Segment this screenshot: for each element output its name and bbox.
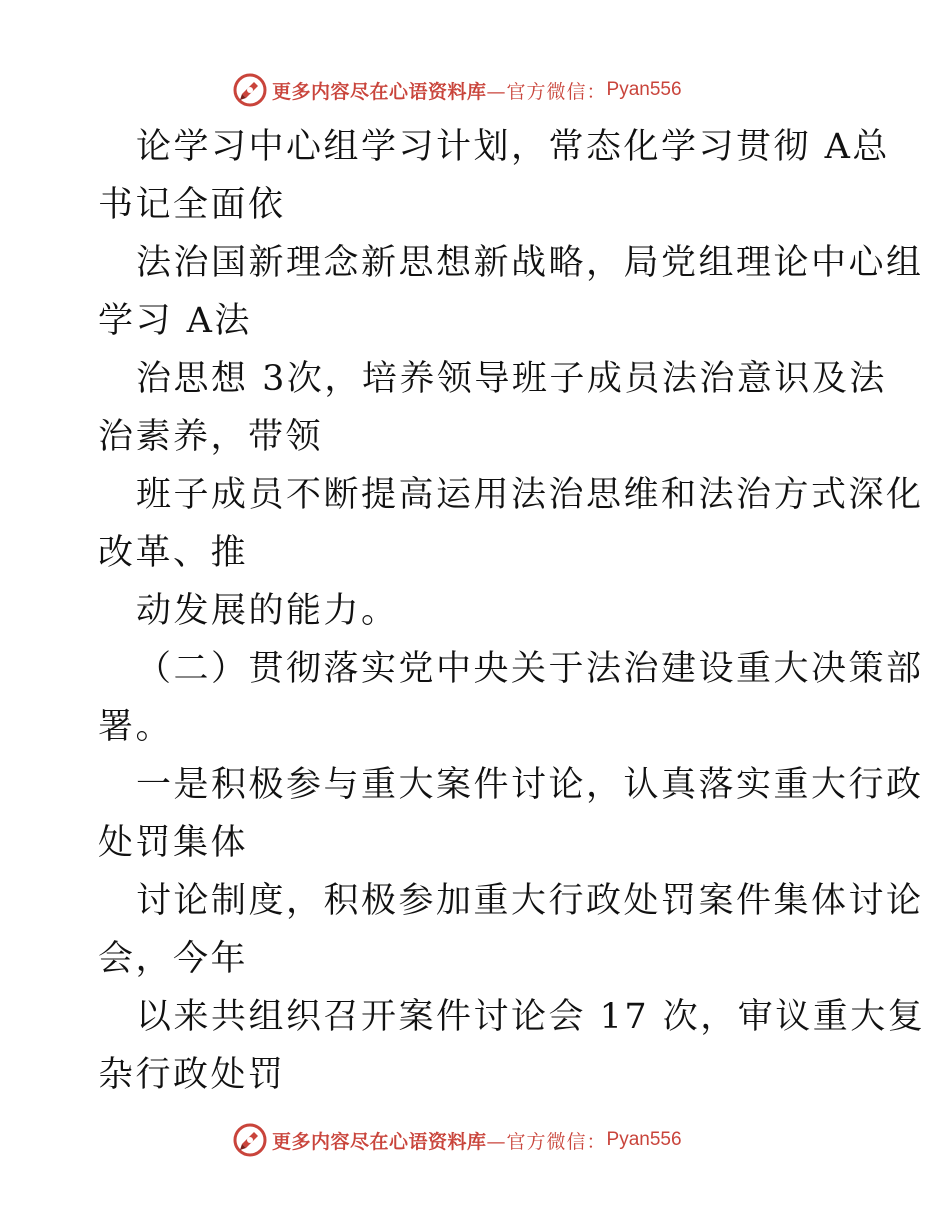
wechat-label: —官方微信： [486,80,607,103]
body-line: 署。 [98,707,174,747]
body-line: 论学习中心组学习计划，常态化学习贯彻 A总 [136,127,890,167]
body-line: 法治国新理念新思想新战略，局党组理论中心组 [136,243,924,283]
wechat-label: —官方微信： [486,1130,607,1153]
document-body [98,118,926,1104]
body-line: 动发展的能力。 [136,591,399,631]
header-watermark-banner [232,72,682,108]
body-line: 处罚集体 [98,823,249,863]
body-line: 治素养，带领 [98,417,324,457]
wechat-id: Pyan556 [606,1129,682,1150]
brand-text: 更多内容尽在心语资料库 [272,1130,487,1153]
body-line: 一是积极参与重大案件讨论，认真落实重大行政 [136,765,924,805]
section-heading: （二）贯彻落实党中央关于法治建设重大决策部 [136,649,924,689]
note-pen-logo-icon [232,1122,268,1158]
body-line: 会，今年 [98,939,249,979]
body-line: 班子成员不断提高运用法治思维和法治方式深化 [136,475,924,515]
brand-text: 更多内容尽在心语资料库 [272,80,487,103]
footer-watermark-banner [232,1122,682,1158]
body-line: 治思想 3次，培养领导班子成员法治意识及法 [136,359,887,399]
body-line: 讨论制度，积极参加重大行政处罚案件集体讨论 [136,881,924,921]
body-line: 学习 A法 [98,301,252,341]
body-line: 以来共组织召开案件讨论会 17 次，审议重大复 [136,997,926,1037]
wechat-id: Pyan556 [606,79,682,100]
note-pen-logo-icon [232,72,268,108]
body-line: 杂行政处罚 [98,1055,286,1095]
body-line: 书记全面依 [98,185,286,225]
body-line: 改革、推 [98,533,249,573]
